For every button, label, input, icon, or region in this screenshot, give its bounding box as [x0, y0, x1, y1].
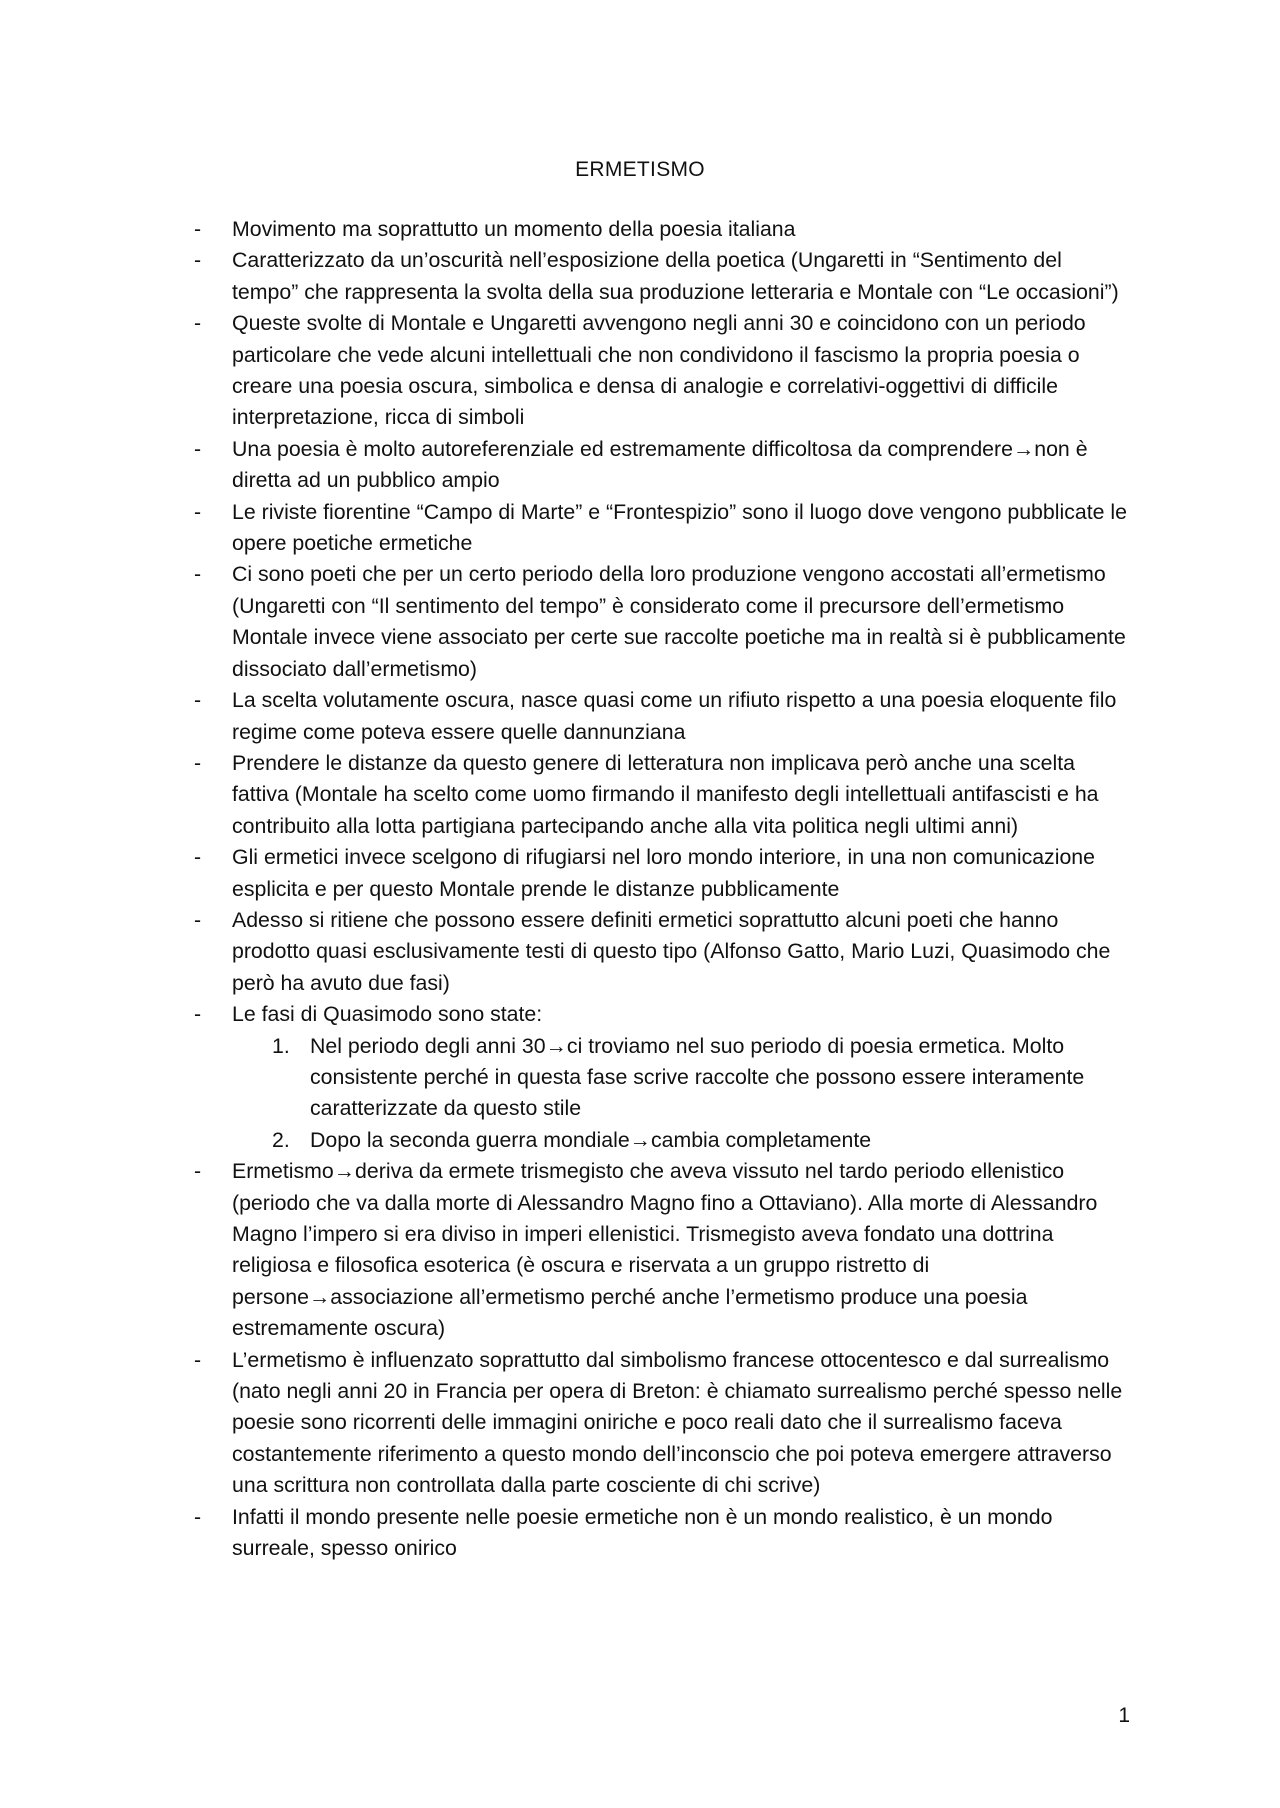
bullet-marker: - — [194, 688, 202, 713]
list-item — [0, 999, 1280, 1156]
list-item-text: Queste svolte di Montale e Ungaretti avvengono negli anni 30 e coincidono con un periodo particolare che vede alcuni intellettuali che non condividono il fascismo la propria poesia o creare una poesia oscura, simbolica e densa di analogie e correlativi-oggettivi di difficile interpretazione, ricca di simboli — [232, 311, 1086, 430]
list-item — [0, 905, 1280, 999]
bullet-marker: - — [194, 562, 202, 587]
list-item — [0, 245, 1280, 308]
numbered-list-item-text: Dopo la seconda guerra mondiale→cambia completamente — [310, 1127, 872, 1152]
list-item-text: Le riviste fiorentine “Campo di Marte” e “Frontespizio” sono il luogo dove vengono pubblicate le opere poetiche ermetiche — [232, 499, 1127, 556]
list-item-text: La scelta volutamente oscura, nasce quasi come un rifiuto rispetto a una poesia eloquente filo regime come poteva essere quelle dannunziana — [232, 688, 1117, 744]
list-number: 2. — [272, 1127, 290, 1152]
list-item — [0, 434, 1280, 497]
bullet-list — [0, 214, 1280, 1564]
bullet-marker: - — [194, 1504, 202, 1529]
list-item-text: Gli ermetici invece scelgono di rifugiarsi nel loro mondo interiore, in una non comunicazione esplicita e per questo Montale prende le distanze pubblicamente — [232, 845, 1095, 901]
list-item-text: Movimento ma soprattutto un momento della poesia italiana — [232, 217, 796, 241]
list-item-text: L’ermetismo è influenzato soprattutto dal simbolismo francese ottocentesco e dal surrealismo (nato negli anni 20 in Francia per opera di Breton: è chiamato surrealismo perché spesso nelle poesie sono ricorrenti delle immagini oniriche e poco reali dato che il surrealismo faceva costantemente riferimento a questo mondo dell’inconscio che poi poteva emergere attraverso una scrittura non controllata dalla parte cosciente di chi scrive) — [232, 1347, 1123, 1498]
bullet-marker: - — [194, 499, 202, 524]
list-item — [0, 1502, 1280, 1565]
list-item — [0, 748, 1280, 842]
list-number: 1. — [272, 1033, 290, 1058]
bullet-marker: - — [194, 248, 202, 273]
list-item-text: Ermetismo→deriva da ermete trismegisto che aveva vissuto nel tardo periodo ellenistico (periodo che va dalla morte di Alessandro Magno fino a Ottaviano). Alla morte di Alessandro Magno l’impero si era diviso in imperi ellenistici. Trismegisto aveva fondato una dottrina religiosa e filosofica esoterica (è oscura e riservata a un gruppo ristretto di persone→associazione all’ermetismo perché anche l’ermetismo produce una poesia estremamente oscura) — [232, 1159, 1098, 1341]
list-item — [0, 308, 1280, 434]
list-item — [0, 559, 1280, 685]
numbered-list-item — [232, 1125, 1130, 1156]
page-title: ERMETISMO — [575, 158, 705, 181]
bullet-marker: - — [194, 845, 202, 870]
list-item — [0, 1345, 1280, 1502]
list-item-text: Ci sono poeti che per un certo periodo della loro produzione vengono accostati all’ermetismo (Ungaretti con “Il sentimento del tempo” è considerato come il precursore dell’ermetismo Montale invece viene associato per certe sue raccolte poetiche ma in realtà si è pubblicamente dissociato dall’ermetismo) — [232, 562, 1126, 681]
bullet-marker: - — [194, 217, 202, 241]
list-item — [0, 214, 1280, 245]
list-item — [0, 842, 1280, 905]
list-item-text: Prendere le distanze da questo genere di letteratura non implicava però anche una scelta fattiva (Montale ha scelto come uomo firmando il manifesto degli intellettuali antifascisti e ha contribuito alla lotta partigiana partecipando anche alla vita politica negli ultimi anni) — [232, 750, 1099, 838]
list-item-text: Caratterizzato da un’oscurità nell’esposizione della poetica (Ungaretti in “Sentimento del tempo” che rappresenta la svolta della sua produzione letteraria e Montale con “Le occasioni”) — [232, 248, 1119, 304]
numbered-sub-list — [232, 1031, 1130, 1157]
list-item-text: Infatti il mondo presente nelle poesie ermetiche non è un mondo realistico, è un mondo surreale, spesso onirico — [232, 1504, 1053, 1561]
bullet-marker: - — [194, 311, 202, 336]
page-number: 1 — [1118, 1704, 1130, 1727]
bullet-marker: - — [194, 1159, 202, 1184]
list-item — [0, 497, 1280, 560]
list-item — [0, 1156, 1280, 1344]
numbered-list-item-text: Nel periodo degli anni 30→ci troviamo nel suo periodo di poesia ermetica. Molto consistente perché in questa fase scrive raccolte che possono essere interamente caratterizzate da questo stile — [310, 1033, 1085, 1121]
bullet-marker: - — [194, 907, 202, 932]
list-item-text: Le fasi di Quasimodo sono state: — [232, 1002, 543, 1027]
numbered-list-item — [232, 1031, 1130, 1125]
bullet-marker: - — [194, 1347, 202, 1372]
list-item-text: Adesso si ritiene che possono essere definiti ermetici soprattutto alcuni poeti che hanno prodotto quasi esclusivamente testi di questo tipo (Alfonso Gatto, Mario Luzi, Quasimodo che però ha avuto due fasi) — [232, 907, 1111, 995]
list-item-text: Una poesia è molto autoreferenziale ed estremamente difficoltosa da comprendere→non è diretta ad un pubblico ampio — [232, 436, 1088, 493]
bullet-marker: - — [194, 436, 202, 461]
bullet-marker: - — [194, 1002, 202, 1027]
list-item — [0, 685, 1280, 748]
bullet-marker: - — [194, 750, 202, 775]
